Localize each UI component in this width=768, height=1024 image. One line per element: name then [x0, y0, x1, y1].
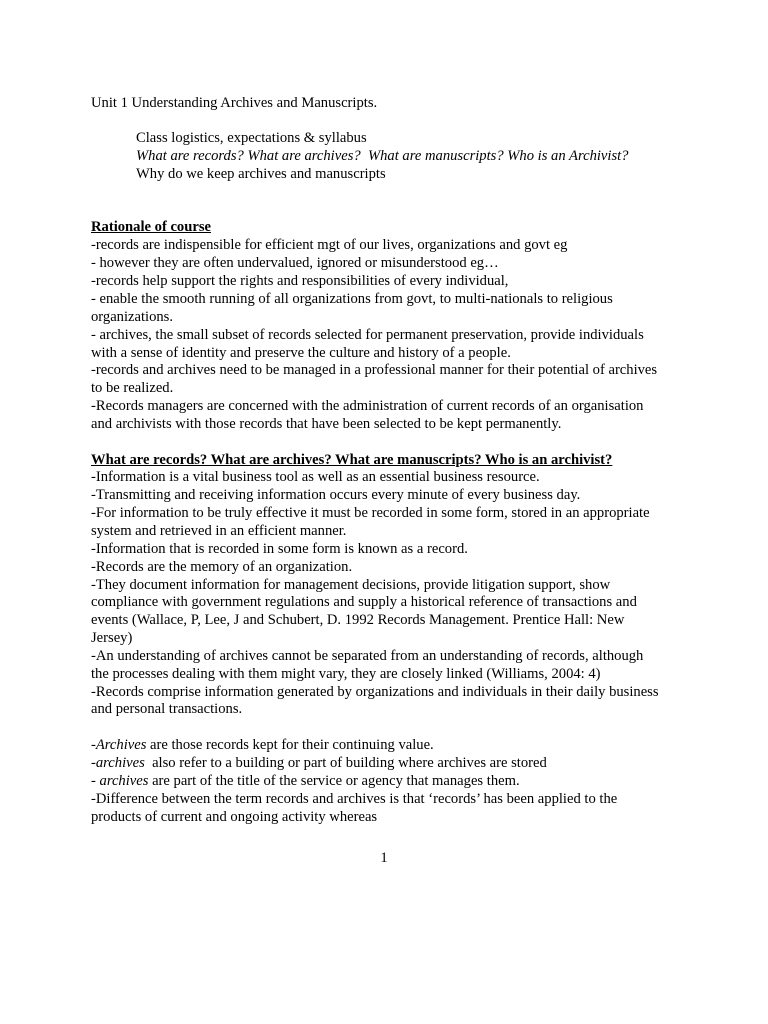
rationale-line: and archivists with those records that have been selected to be kept permanently.: [91, 416, 562, 432]
archives-line-prefix: -: [91, 773, 100, 789]
rationale-line: to be realized.: [91, 380, 174, 396]
definitions-line: -Transmitting and receiving information occurs every minute of every business day.: [91, 487, 581, 503]
rationale-line: organizations.: [91, 309, 174, 325]
rationale-line: -Records managers are concerned with the administration of current records of an organisation: [91, 398, 644, 414]
archives-line: -Difference between the term records and archives is that ‘records’ has been applied to the: [91, 791, 618, 807]
definitions-line: and personal transactions.: [91, 701, 243, 717]
definitions-line: compliance with government regulations and supply a historical reference of transactions and: [91, 594, 637, 610]
archives-term: archives: [95, 755, 145, 771]
definitions-line: Jersey): [91, 630, 133, 646]
rationale-heading: Rationale of course: [91, 219, 211, 235]
archives-line: [91, 736, 434, 754]
agenda-item: Why do we keep archives and manuscripts: [136, 166, 386, 182]
archives-term: archives: [99, 773, 149, 789]
definitions-heading: What are records? What are archives? What are manuscripts? Who is an archivist?: [91, 452, 613, 468]
definitions-line: -They document information for management decisions, provide litigation support, show: [91, 577, 611, 593]
archives-line-text: also refer to a building or part of building where archives are stored: [144, 755, 547, 771]
definitions-line: the processes dealing with them might vary, they are closely linked (Williams, 2004: 4): [91, 666, 601, 682]
archives-term: Archives: [95, 737, 147, 753]
archives-line-prefix: -: [91, 755, 96, 771]
rationale-line: - enable the smooth running of all organizations from govt, to multi-nationals to religious: [91, 291, 613, 307]
agenda-item: Class logistics, expectations & syllabus: [136, 130, 367, 146]
archives-line-text: are those records kept for their continuing value.: [146, 737, 434, 753]
definitions-line: system and retrieved in an efficient manner.: [91, 523, 347, 539]
page-number: 1: [380, 850, 388, 866]
rationale-line: with a sense of identity and preserve the culture and history of a people.: [91, 345, 511, 361]
archives-line-prefix: -: [91, 737, 96, 753]
rationale-line: - however they are often undervalued, ignored or misunderstood eg…: [91, 255, 499, 271]
unit-title: Unit 1 Understanding Archives and Manuscripts.: [91, 95, 378, 111]
archives-line-text: are part of the title of the service or agency that manages them.: [148, 773, 520, 789]
definitions-line: -Records comprise information generated by organizations and individuals in their daily business: [91, 684, 659, 700]
archives-line: [91, 772, 520, 790]
rationale-line: -records are indispensible for efficient mgt of our lives, organizations and govt eg: [91, 237, 568, 253]
definitions-line: -An understanding of archives cannot be separated from an understanding of records, although: [91, 648, 644, 664]
rationale-line: -records help support the rights and responsibilities of every individual,: [91, 273, 509, 289]
archives-line: products of current and ongoing activity whereas: [91, 809, 378, 825]
definitions-line: -Records are the memory of an organization.: [91, 559, 353, 575]
rationale-line: - archives, the small subset of records selected for permanent preservation, provide individuals: [91, 327, 644, 343]
definitions-line: events (Wallace, P, Lee, J and Schubert, D. 1992 Records Management. Prentice Hall: New: [91, 612, 625, 628]
agenda-item: What are records? What are archives? What are manuscripts? Who is an Archivist?: [136, 148, 629, 164]
definitions-line: -Information that is recorded in some form is known as a record.: [91, 541, 468, 557]
rationale-line: -records and archives need to be managed in a professional manner for their potential of archives: [91, 362, 658, 378]
definitions-line: -Information is a vital business tool as well as an essential business resource.: [91, 469, 540, 485]
archives-line: [91, 754, 547, 772]
definitions-line: -For information to be truly effective it must be recorded in some form, stored in an appropriate: [91, 505, 650, 521]
